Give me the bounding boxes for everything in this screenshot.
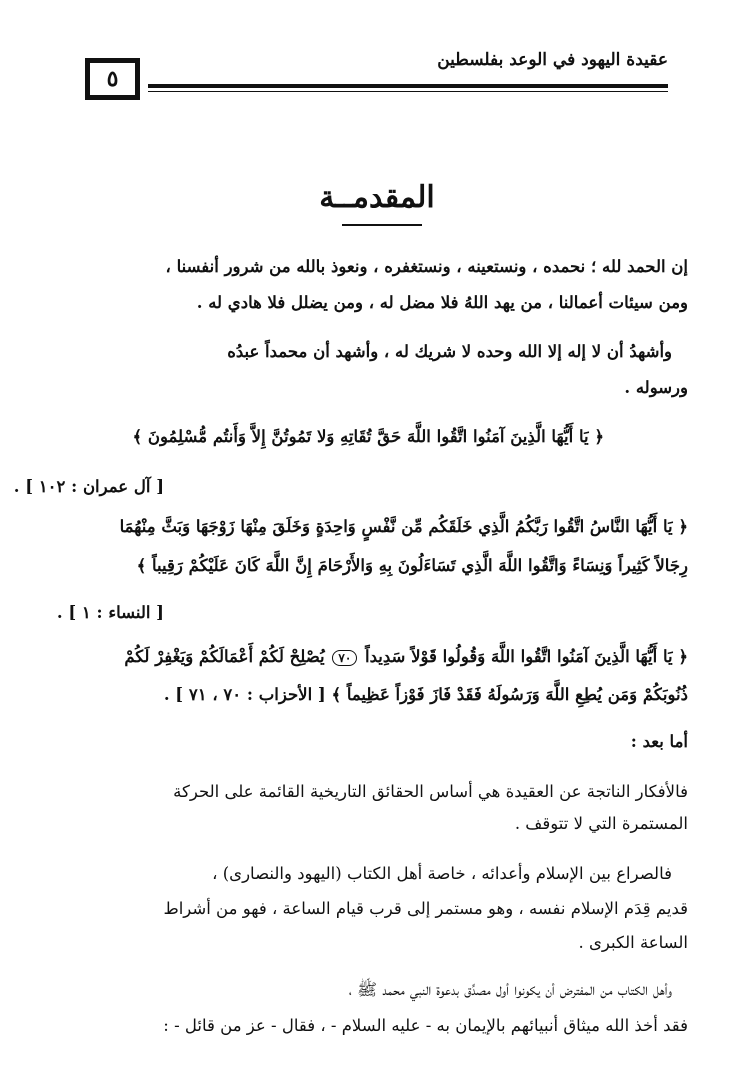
text-line-14: المستمرة التي لا تتوقف . <box>514 814 688 833</box>
verse-line-2: ﴿ يَا أَيُّهَا النَّاسُ اتَّقُوا رَبَّكُمُ الَّذِي خَلَقَكُم مِّن نَّفْسٍ وَاحِدَةٍ وَخَلَقَ مِنْهَا زَوْجَهَا وَبَثَّ مِنْهُمَا <box>119 517 688 536</box>
text-line-17: الساعة الكبرى . <box>578 933 688 952</box>
text-line-13: فالأفكار الناتجة عن العقيدة هي أساس الحقائق التاريخية القائمة على الحركة <box>173 782 688 801</box>
text-line-3: وأشهدُ أن لا إله إلا الله وحده لا شريك له ، وأشهد أن محمداً عبدُه <box>227 342 672 361</box>
text-line-15: فالصراع بين الإسلام وأعدائه ، خاصة أهل الكتاب (اليهود والنصارى) ، <box>212 864 672 883</box>
header-rule-thin <box>148 91 668 92</box>
text-line-2: ومن سيئات أعمالنا ، من يهد اللهُ فلا مضل له ، ومن يضلل فلا هادي له . <box>196 293 688 312</box>
text-line-19: فقد أخذ الله ميثاق أنبيائهم بالإيمان به - عليه السلام - ، فقال - عز من قائل - : <box>163 1016 688 1035</box>
page-number: ٥ <box>106 66 119 92</box>
verse-ref-2: [ النساء : ١ ] . <box>56 603 164 622</box>
page-number-box <box>85 58 140 100</box>
text-line-1: إن الحمد لله ؛ نحمده ، ونستعينه ، ونستغفره ، ونعوذ بالله من شرور أنفسنا ، <box>165 257 688 276</box>
page-title: المقدمــة <box>319 180 435 215</box>
verse-ref-1: [ آل عمران : ١٠٢ ] . <box>13 477 164 496</box>
verse-line-4-part-b: يُصْلِحْ لَكُمْ أَعْمَالَكُمْ وَيَغْفِرْ لَكُمْ <box>124 647 325 666</box>
running-header-title: عقيدة اليهود في الوعد بفلسطين <box>437 50 668 70</box>
text-line-18: وأهل الكتاب من المفترض أن يكونوا أول مصدِّق بدعوة النبي محمد ﷺ ، <box>348 980 672 999</box>
verse-line-4-part-a: ﴿ يَا أَيُّهَا الَّذِينَ آمَنُوا اتَّقُوا اللَّهَ وَقُولُوا قَوْلاً سَدِيداً <box>365 647 688 666</box>
ayah-number-marker: ٧٠ <box>332 650 357 666</box>
verse-line-3: رِجَالاً كَثِيراً وَنِسَاءً وَاتَّقُوا اللَّهَ الَّذِي تَسَاءَلُونَ بِهِ وَالأَرْحَامَ إِنَّ اللَّهَ كَانَ عَلَيْكُمْ رَقِيباً ﴾ <box>136 556 688 575</box>
text-line-4: ورسوله . <box>624 378 688 397</box>
section-heading-amma-baad: أما بعد : <box>630 732 688 751</box>
header-rule-thick <box>148 84 668 88</box>
title-underline <box>342 224 422 226</box>
text-line-16: قديم قِدَم الإسلام نفسه ، وهو مستمر إلى قرب قيام الساعة ، فهو من أشراط <box>163 899 688 918</box>
verse-line-5: ذُنُوبَكُمْ وَمَن يُطِعِ اللَّهَ وَرَسُولَهُ فَقَدْ فَازَ فَوْزاً عَظِيماً ﴾ [ الأحزاب : ٧٠ ، ٧١ ] . <box>163 685 688 704</box>
verse-line-1: ﴿ يَا أَيُّهَا الَّذِينَ آمَنُوا اتَّقُوا اللَّهَ حَقَّ تُقَاتِهِ وَلا تَمُوتُنَّ إِلاَّ وَأَنتُم مُّسْلِمُونَ ﴾ <box>132 427 604 446</box>
verse-line-4 <box>124 646 688 668</box>
